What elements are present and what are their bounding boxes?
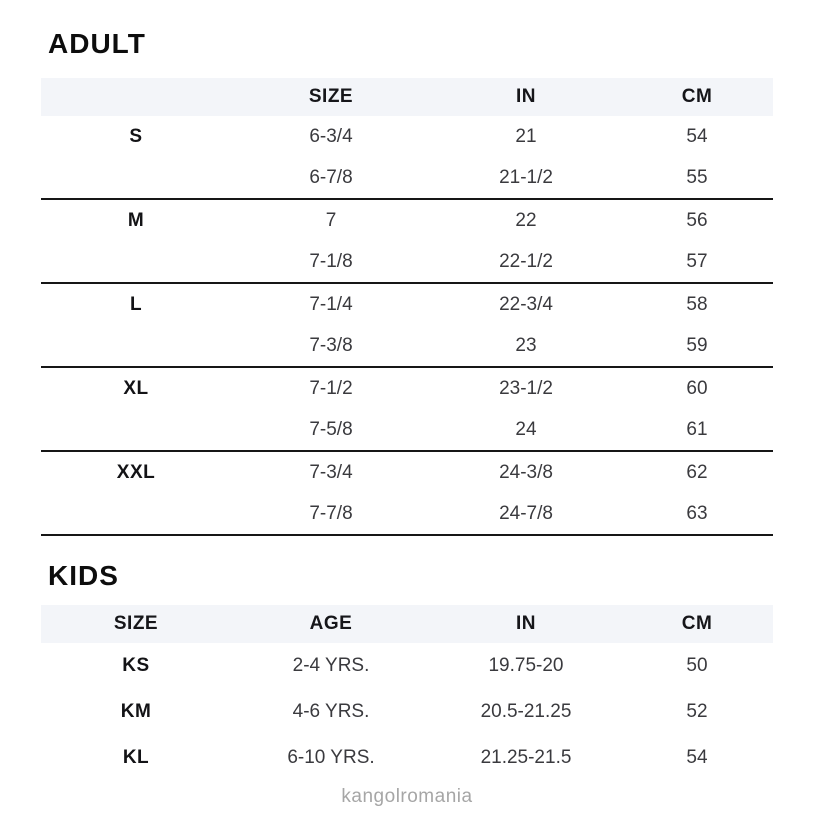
- table-row: [41, 325, 773, 367]
- table-cell: 61: [686, 418, 708, 440]
- size-group-label-blank: [41, 325, 231, 367]
- adult-col-header-blank: [41, 78, 231, 116]
- table-row: [41, 283, 773, 325]
- table-cell: 58: [686, 293, 708, 315]
- adult-size-table: [41, 78, 773, 536]
- table-cell: 21.25-21.5: [480, 747, 572, 768]
- table-row: [41, 493, 773, 535]
- table-cell: 7: [325, 209, 337, 231]
- kids-section-title: KIDS: [48, 560, 119, 591]
- table-row: [41, 689, 773, 735]
- table-cell: 7-3/8: [309, 334, 353, 356]
- table-cell: 7-5/8: [309, 418, 353, 440]
- table-cell: 21-1/2: [499, 166, 553, 188]
- table-cell: 6-7/8: [309, 166, 353, 188]
- size-group-label: KS: [122, 655, 150, 676]
- table-cell: 60: [686, 377, 708, 399]
- size-group-label: KL: [122, 747, 150, 768]
- adult-table-header-row: [41, 78, 773, 116]
- table-row: [41, 157, 773, 199]
- table-cell: 55: [686, 166, 708, 188]
- size-group-label-blank: [41, 493, 231, 535]
- kids-size-table: [41, 605, 773, 781]
- table-row: [41, 735, 773, 781]
- kids-col-header-cm: CM: [681, 613, 713, 634]
- table-cell: 52: [686, 701, 708, 722]
- table-cell: 23-1/2: [499, 377, 553, 399]
- size-group-label: S: [129, 125, 143, 147]
- adult-col-header-size: SIZE: [308, 86, 354, 107]
- table-row: [41, 643, 773, 689]
- size-group-m: [41, 199, 773, 283]
- table-cell: 63: [686, 502, 708, 524]
- table-cell: 19.75-20: [488, 655, 564, 676]
- table-cell: 50: [686, 655, 708, 676]
- size-group-l: [41, 283, 773, 367]
- table-cell: 24: [515, 418, 537, 440]
- table-cell: 56: [686, 209, 708, 231]
- table-cell: 54: [686, 747, 708, 768]
- table-row: [41, 451, 773, 493]
- table-cell: 22-3/4: [499, 293, 553, 315]
- table-cell: 7-7/8: [309, 502, 353, 524]
- table-cell: 4-6 YRS.: [292, 701, 370, 722]
- table-row: [41, 409, 773, 451]
- watermark-text: kangolromania: [341, 786, 473, 807]
- table-cell: 59: [686, 334, 708, 356]
- size-group-label-blank: [41, 241, 231, 283]
- table-cell: 24-3/8: [499, 461, 553, 483]
- adult-col-header-cm: CM: [681, 86, 713, 107]
- size-group-label: L: [129, 293, 143, 315]
- size-group-label: KM: [120, 701, 152, 722]
- table-row: [41, 241, 773, 283]
- table-cell: 22-1/2: [499, 250, 553, 272]
- kids-col-header-size: SIZE: [113, 613, 159, 634]
- table-cell: 24-7/8: [499, 502, 553, 524]
- table-cell: 22: [515, 209, 537, 231]
- table-cell: 21: [515, 125, 537, 147]
- table-cell: 7-3/4: [309, 461, 353, 483]
- table-cell: 20.5-21.25: [480, 701, 572, 722]
- table-row: [41, 116, 773, 157]
- table-cell: 6-10 YRS.: [287, 747, 375, 768]
- table-cell: 54: [686, 125, 708, 147]
- table-row: [41, 367, 773, 409]
- size-group-label: XXL: [116, 461, 156, 483]
- table-cell: 2-4 YRS.: [292, 655, 370, 676]
- table-cell: 62: [686, 461, 708, 483]
- table-cell: 7-1/4: [309, 293, 353, 315]
- size-group-label: M: [127, 209, 145, 231]
- table-row: [41, 199, 773, 241]
- kids-table-header-row: [41, 605, 773, 643]
- adult-col-header-in: IN: [516, 86, 536, 107]
- size-group-label-blank: [41, 157, 231, 199]
- size-group-label: XL: [123, 377, 149, 399]
- table-cell: 6-3/4: [309, 125, 353, 147]
- table-cell: 7-1/2: [309, 377, 353, 399]
- size-group-xl: [41, 367, 773, 451]
- size-group-label-blank: [41, 409, 231, 451]
- table-cell: 57: [686, 250, 708, 272]
- table-cell: 7-1/8: [309, 250, 353, 272]
- table-cell: 23: [515, 334, 537, 356]
- adult-section-title: ADULT: [48, 28, 146, 59]
- size-group-xxl: [41, 451, 773, 535]
- kids-col-header-age: AGE: [309, 613, 353, 634]
- size-group-s: [41, 116, 773, 199]
- kids-col-header-in: IN: [516, 613, 536, 634]
